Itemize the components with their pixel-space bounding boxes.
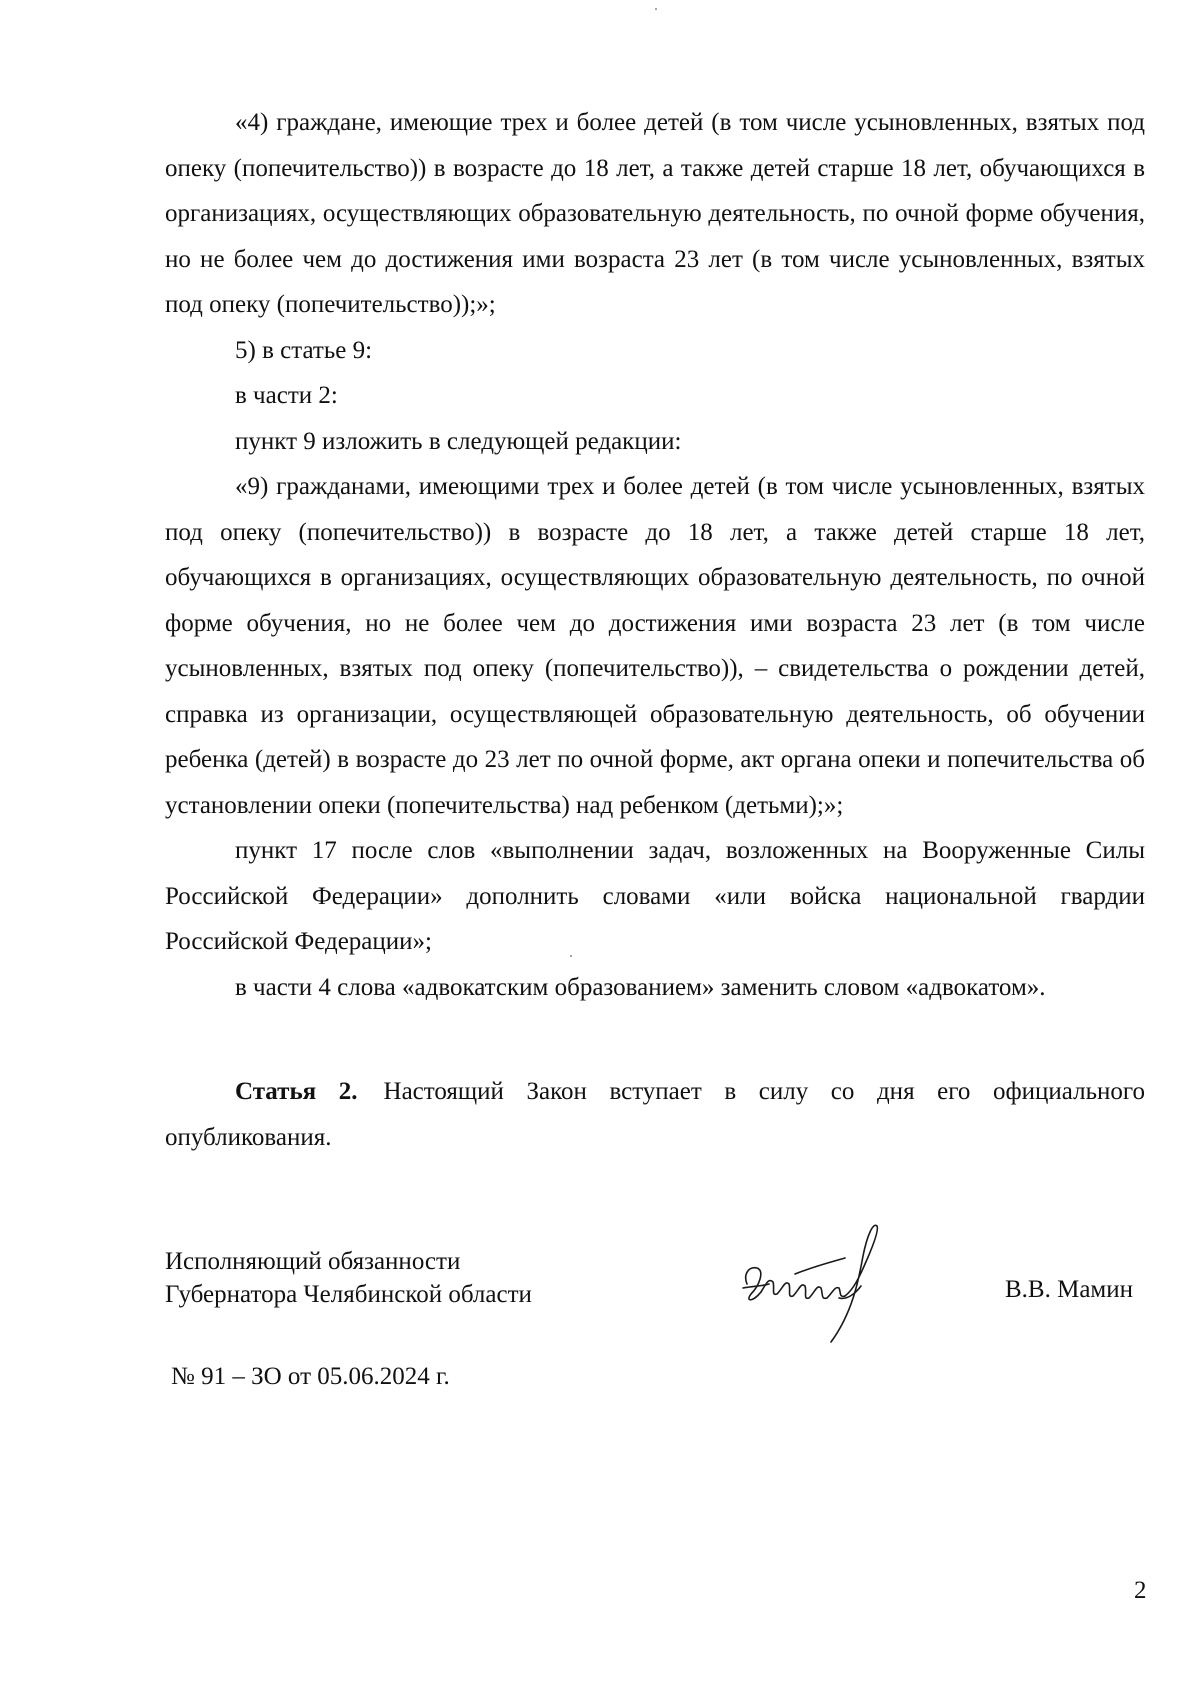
paragraph-point-17: пункт 17 после слов «выполнении задач, возложенных на Вооруженные Силы Российской Федерации» дополнить словами «или войска национальной гвардии Российской Федерации»; [165, 837, 1145, 955]
paragraph-part-2: в части 2: [235, 382, 338, 409]
signer-name: В.В. Мамин [1005, 1276, 1134, 1303]
body-text [165, 100, 1145, 1010]
paragraph-part-4: в части 4 слова «адвокатским образованием» заменить словом «адвокатом». [235, 973, 1046, 1001]
article-text: Настоящий Закон вступает в силу со дня его официального опубликования. [165, 1078, 1145, 1151]
page-number: 2 [1134, 1577, 1147, 1604]
paragraph-article-9: 5) в статье 9: [235, 336, 373, 364]
article-2 [165, 1069, 1145, 1160]
document-number: № 91 – ЗО от 05.06.2024 г. [171, 1363, 450, 1390]
handwritten-signature-icon [735, 1216, 955, 1356]
paragraph-item-4: «4) граждане, имеющие трех и более детей (в том числе усыновленных, взятых под опеку (попечительство)) в возрасте до 18 лет, а также детей старше 18 лет, обучающихся в организациях, осуществляющих образовательную деятельность, по очной форме обучения, но не более чем до достижения ими возраста 23 лет (в том числе усыновленных, взятых под опеку (попечительство));»; [165, 109, 1145, 318]
paragraph-point-9-text: «9) гражданами, имеющими трех и более детей (в том числе усыновленных, взятых под опеку (попечительство)) в возрасте до 18 лет, а также детей старше 18 лет, обучающихся в организациях, осуществляющих образовательную деятельность, по очной форме обучения, но не более чем до достижения ими возраста 23 лет (в том числе усыновленных, взятых под опеку (попечительство)), – свидетельства о рождении детей, справка из организации, осуществляющей образовательную деятельность, об обучении ребенка (детей) в возрасте до 23 лет по очной форме, акт органа опеки и попечительства об установлении опеки (попечительства) над ребенком (детьми);»; [165, 473, 1145, 819]
signer-title [165, 1245, 532, 1311]
paragraph-point-9-intro: пункт 9 изложить в следующей редакции: [235, 427, 682, 455]
signer-title-line-1: Исполняющий обязанности [165, 1248, 461, 1275]
scan-speck [655, 8, 657, 10]
signer-title-line-2: Губернатора Челябинской области [165, 1281, 532, 1308]
article-label: Статья 2. [235, 1078, 358, 1105]
scan-speck [570, 955, 572, 957]
